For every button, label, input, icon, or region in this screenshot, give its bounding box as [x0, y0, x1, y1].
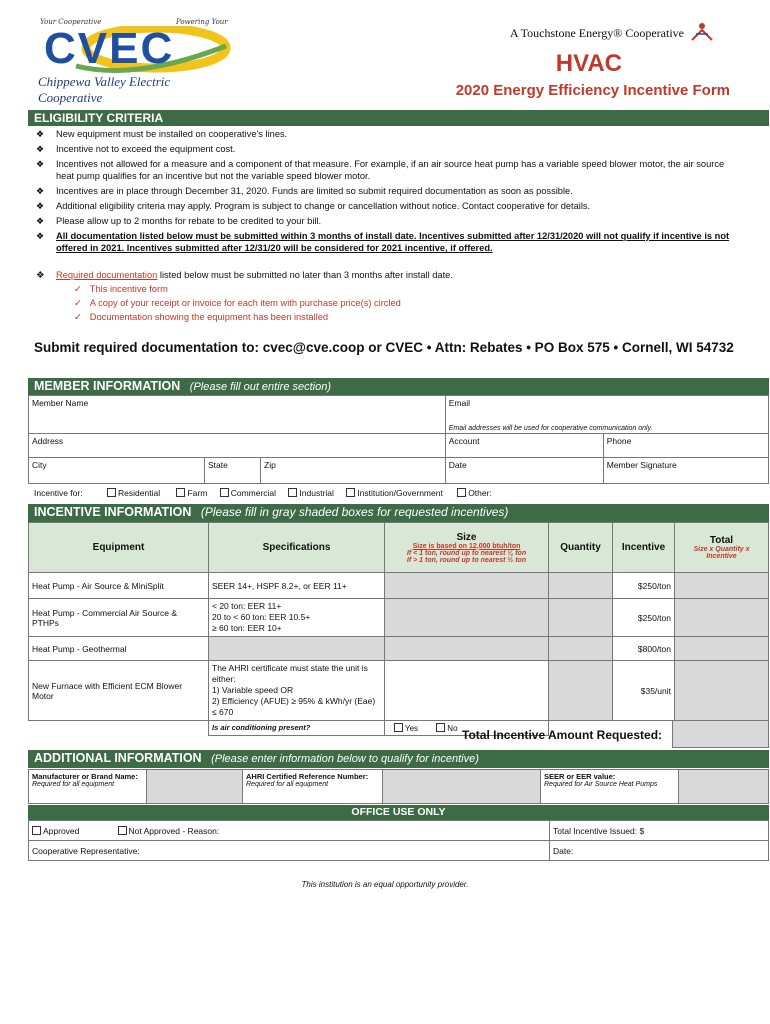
list-item: ❖ Additional eligibility criteria may apply. Program is subject to change or cancellation without notice. Contact cooperative for details.	[36, 201, 591, 211]
org-name: Chippewa Valley Electric Cooperative	[38, 74, 171, 105]
institution-checkbox[interactable]: Institution/Government	[346, 488, 443, 498]
member-name-field[interactable]: Member Name	[29, 396, 446, 434]
incentive-info-header	[28, 504, 769, 522]
list-item: ✓ Documentation showing the equipment has been installed	[74, 312, 329, 322]
representative-field[interactable]: Cooperative Representative:	[29, 841, 550, 861]
list-item: ❖ Incentive not to exceed the equipment cost.	[36, 144, 236, 154]
table-row: Heat Pump - Air Source & MiniSplit SEER 14+, HSPF 8.2+, or EER 11+ $250/ton	[29, 573, 769, 599]
commercial-checkbox[interactable]: Commercial	[220, 488, 276, 498]
list-item: ❖ All documentation listed below must be submitted within 3 months of install date. Incentives submitted after 12/31/2020 will not qualify if incentive is not offered in 2021. Incentives submitted after 12/31/20 will be considered for 2021 incentive, if offered.	[36, 231, 730, 253]
signature-field[interactable]: Member Signature	[603, 458, 768, 484]
city-field[interactable]: City	[29, 458, 205, 484]
logo-text: CVEC	[44, 24, 175, 73]
size-input[interactable]	[385, 599, 549, 637]
list-item: ❖ New equipment must be installed on cooperative's lines.	[36, 129, 288, 139]
seer-input[interactable]	[679, 770, 769, 804]
office-use-table	[28, 820, 769, 861]
total-requested-input[interactable]	[672, 720, 769, 748]
col-specs: Specifications	[209, 523, 385, 573]
table-row: New Furnace with Efficient ECM Blower Motor The AHRI certificate must state the unit is either: 1) Variable speed OR 2) Efficiency (AFUE) ≥ 95% & kWh/yr (Eae) ≤ 670 $35/unit	[29, 661, 769, 721]
total-input[interactable]	[675, 661, 769, 721]
list-item: ❖ Please allow up to 2 months for rebate to be credited to your bill.	[36, 216, 322, 226]
ac-no-checkbox[interactable]: No	[436, 724, 457, 733]
office-heading: OFFICE USE ONLY	[351, 806, 446, 818]
logo-tagline-right: Powering Your Future	[176, 18, 228, 34]
residential-checkbox[interactable]: Residential	[107, 488, 160, 498]
diamond-bullet-icon: ❖	[36, 144, 45, 154]
address-field[interactable]: Address	[29, 434, 446, 458]
member-info-table	[28, 395, 769, 484]
quantity-input[interactable]	[549, 573, 613, 599]
checkmark-icon: ✓	[74, 298, 82, 308]
col-quantity: Quantity	[549, 523, 613, 573]
diamond-bullet-icon: ❖	[36, 231, 45, 241]
date-field[interactable]: Date	[445, 458, 603, 484]
logo-tagline-left: Your Cooperative	[40, 18, 102, 26]
checkmark-icon: ✓	[74, 284, 82, 294]
table-row: Heat Pump - Geothermal $800/ton	[29, 637, 769, 661]
list-item: ✓ A copy of your receipt or invoice for each item with purchase price(s) circled	[74, 298, 401, 308]
additional-subheading: (Please enter information below to qualify for incentive)	[211, 753, 479, 765]
checkmark-icon: ✓	[74, 312, 82, 322]
total-issued-field[interactable]: Total Incentive Issued: $	[550, 821, 769, 841]
total-requested-label: Total Incentive Amount Requested:	[462, 728, 663, 742]
incentive-for-row	[34, 488, 764, 498]
list-item: ✓ This incentive form	[74, 284, 168, 294]
email-field[interactable]: Email Email addresses will be used for cooperative communication only.	[445, 396, 768, 434]
touchstone-label: A Touchstone Energy® Cooperative	[509, 26, 684, 40]
diamond-bullet-icon: ❖	[36, 186, 45, 196]
touchstone-icon	[690, 20, 714, 44]
size-input[interactable]	[385, 573, 549, 599]
table-row: Heat Pump - Commercial Air Source & PTHPs < 20 ton: EER 11+ 20 to < 60 ton: EER 10.5+ ≥ 60 ton: EER 10+ $250/ton	[29, 599, 769, 637]
ahri-input[interactable]	[383, 770, 541, 804]
office-date-field[interactable]: Date:	[550, 841, 769, 861]
col-total: Total Size x Quantity x Incentive	[675, 523, 769, 573]
col-incentive: Incentive	[613, 523, 675, 573]
member-subheading: (Please fill out entire section)	[189, 381, 332, 393]
col-size: Size Size is based on 12,000 btuh/ton If < 1 ton, round up to nearest ¼ ton If > 1 ton, round up to nearest ½ ton	[385, 523, 549, 573]
diamond-bullet-icon: ❖	[36, 270, 45, 280]
list-item: ❖ Incentives not allowed for a measure and a component of that measure. For example, if an air source heat pump has a variable speed blower motor, the air source heat pump qualifies for an incentive but not the variable speed blower motor.	[36, 159, 725, 181]
not-approved-checkbox[interactable]: Not Approved - Reason:	[118, 826, 220, 836]
incentive-table	[28, 522, 769, 736]
quantity-input[interactable]	[549, 599, 613, 637]
ac-yes-checkbox[interactable]: Yes	[394, 724, 418, 733]
member-heading: MEMBER INFORMATION	[34, 379, 181, 393]
col-equipment: Equipment	[29, 523, 209, 573]
member-info-header	[28, 378, 769, 395]
quantity-input[interactable]	[549, 661, 613, 721]
diamond-bullet-icon: ❖	[36, 159, 45, 169]
page-subtitle: 2020 Energy Efficiency Incentive Form	[455, 82, 730, 99]
total-input[interactable]	[675, 599, 769, 637]
ac-question: Is air conditioning present?	[209, 721, 385, 736]
additional-info-table: Manufacturer or Brand Name: Required for all equipment AHRI Certified Reference Number: Required for all equipment SEER or EER value: Required for Air Source Heat Pumps	[28, 769, 769, 804]
eligibility-heading: ELIGIBILITY CRITERIA	[34, 111, 164, 125]
diamond-bullet-icon: ❖	[36, 201, 45, 211]
industrial-checkbox[interactable]: Industrial	[288, 488, 334, 498]
page-title: HVAC	[555, 50, 622, 77]
additional-heading: ADDITIONAL INFORMATION	[34, 751, 202, 765]
farm-checkbox[interactable]: Farm	[176, 488, 207, 498]
eligibility-list	[36, 128, 736, 254]
phone-field[interactable]: Phone	[603, 434, 768, 458]
quantity-input[interactable]	[549, 637, 613, 661]
list-item: ❖ Incentives are in place through December 31, 2020. Funds are limited so submit required documentation as soon as possible.	[36, 186, 573, 196]
manufacturer-input[interactable]	[147, 770, 243, 804]
office-use-header	[28, 805, 769, 820]
other-checkbox[interactable]: Other:	[457, 488, 492, 498]
diamond-bullet-icon: ❖	[36, 129, 45, 139]
eligibility-header	[28, 110, 769, 126]
approved-checkbox[interactable]: Approved	[32, 826, 79, 836]
size-input[interactable]	[385, 637, 549, 661]
cvec-logo	[36, 18, 236, 105]
incentive-subheading: (Please fill in gray shaded boxes for requested incentives)	[200, 505, 509, 519]
total-input[interactable]	[675, 573, 769, 599]
footer-note: This institution is an equal opportunity provider.	[301, 880, 469, 889]
zip-field[interactable]: Zip	[261, 458, 446, 484]
incentive-heading: INCENTIVE INFORMATION	[34, 505, 192, 519]
required-doc-link[interactable]: Required documentation	[56, 270, 158, 280]
email-note: Email addresses will be used for cooperative communication only.	[448, 425, 653, 432]
state-field[interactable]: State	[205, 458, 261, 484]
total-input[interactable]	[675, 637, 769, 661]
required-documentation: ❖ Required documentation listed below must be submitted no later than 3 months after install date. ✓ This incentive form ✓ A copy of your receipt or invoice for each item with purchase price(s) circled ✓ Documentation showing the equipment has been installed	[36, 268, 736, 324]
diamond-bullet-icon: ❖	[36, 216, 45, 226]
additional-info-header	[28, 750, 769, 768]
account-field[interactable]: Account	[445, 434, 603, 458]
incentive-for-label: Incentive for:	[34, 488, 83, 498]
submit-instructions: Submit required documentation to: cvec@cve.coop or CVEC • Attn: Rebates • PO Box 575 • Cornell, WI 54732	[34, 340, 734, 355]
